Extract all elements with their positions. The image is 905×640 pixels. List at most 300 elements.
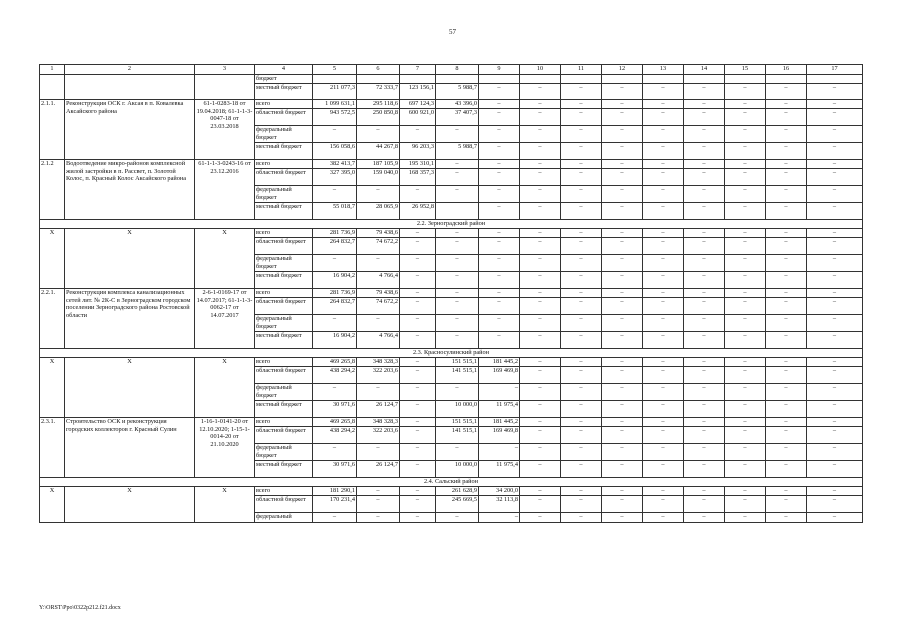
- value-cell: –: [436, 272, 479, 289]
- dash-cell: –: [643, 84, 684, 100]
- dash-cell: –: [643, 427, 684, 444]
- value-cell: –: [357, 126, 400, 143]
- dash-cell: –: [684, 255, 725, 272]
- value-cell: 74 672,2: [357, 238, 400, 255]
- dash-cell: –: [561, 444, 602, 461]
- dash-cell: –: [643, 461, 684, 478]
- x-mark: Х: [65, 487, 195, 523]
- dash-cell: –: [807, 358, 863, 367]
- cell-empty: [561, 75, 602, 84]
- item-number: 2.3.1.: [40, 418, 65, 478]
- dash-cell: –: [725, 143, 766, 160]
- value-cell: 469 265,8: [313, 358, 357, 367]
- value-cell: 348 328,3: [357, 418, 400, 427]
- value-cell: –: [357, 487, 400, 496]
- value-cell: –: [436, 298, 479, 315]
- value-cell: –: [436, 444, 479, 461]
- dash-cell: –: [766, 272, 807, 289]
- value-cell: 438 294,2: [313, 427, 357, 444]
- table-row: [40, 220, 863, 229]
- dash-cell: –: [561, 84, 602, 100]
- column-number: 15: [725, 65, 766, 75]
- budget-type: всего: [255, 160, 313, 169]
- project-name: Реконструкция комплекса канализационных сетей лит. № 2К-С в Зерноградском городском поселении Зерноградского района Ростовской области: [65, 289, 195, 349]
- value-cell: –: [400, 513, 436, 523]
- value-cell: 43 396,0: [436, 100, 479, 109]
- dash-cell: –: [479, 255, 520, 272]
- dash-cell: –: [807, 384, 863, 401]
- dash-cell: –: [561, 332, 602, 349]
- dash-cell: –: [643, 255, 684, 272]
- cell-empty: [602, 75, 643, 84]
- dash-cell: –: [643, 444, 684, 461]
- dash-cell: –: [725, 203, 766, 220]
- budget-type: областной бюджет: [255, 169, 313, 186]
- dash-cell: –: [602, 126, 643, 143]
- value-cell: –: [400, 255, 436, 272]
- dash-cell: –: [684, 418, 725, 427]
- value-cell: 245 669,5: [436, 496, 479, 513]
- column-number: 9: [479, 65, 520, 75]
- dash-cell: –: [479, 272, 520, 289]
- dash-cell: –: [520, 401, 561, 418]
- dash-cell: –: [807, 143, 863, 160]
- dash-cell: –: [766, 100, 807, 109]
- dash-cell: –: [479, 126, 520, 143]
- table-row: [40, 289, 863, 298]
- value-cell: –: [436, 126, 479, 143]
- dash-cell: –: [807, 186, 863, 203]
- dash-cell: –: [725, 367, 766, 384]
- value-cell: 600 921,0: [400, 109, 436, 126]
- dash-cell: –: [520, 238, 561, 255]
- value-cell: 4 766,4: [357, 332, 400, 349]
- budget-type: областной бюджет: [255, 109, 313, 126]
- item-number: 2.1.1.: [40, 100, 65, 160]
- cell-empty: [400, 75, 436, 84]
- column-number: 8: [436, 65, 479, 75]
- dash-cell: –: [479, 186, 520, 203]
- x-mark: Х: [40, 229, 65, 289]
- column-number: 7: [400, 65, 436, 75]
- value-cell: 4 766,4: [357, 272, 400, 289]
- value-cell: 169 469,8: [479, 367, 520, 384]
- column-number: 1: [40, 65, 65, 75]
- value-cell: 55 018,7: [313, 203, 357, 220]
- budget-type: федеральный бюджет: [255, 315, 313, 332]
- value-cell: 348 328,3: [357, 358, 400, 367]
- dash-cell: –: [725, 384, 766, 401]
- dash-cell: –: [684, 461, 725, 478]
- value-cell: –: [400, 444, 436, 461]
- value-cell: 141 515,1: [436, 367, 479, 384]
- dash-cell: –: [643, 401, 684, 418]
- value-cell: –: [400, 418, 436, 427]
- value-cell: –: [436, 255, 479, 272]
- value-cell: 32 113,8: [479, 496, 520, 513]
- dash-cell: –: [725, 109, 766, 126]
- dash-cell: –: [807, 289, 863, 298]
- dash-cell: –: [479, 238, 520, 255]
- value-cell: –: [400, 298, 436, 315]
- dash-cell: –: [561, 315, 602, 332]
- dash-cell: –: [561, 418, 602, 427]
- value-cell: 141 515,1: [436, 427, 479, 444]
- dash-cell: –: [561, 203, 602, 220]
- dash-cell: –: [520, 315, 561, 332]
- project-name: Водоотведение микро-районов комплексной жилой застройки в п. Рассвет, п. Золотой Колос, п. Красный Колос Аксайского района: [65, 160, 195, 220]
- dash-cell: –: [479, 332, 520, 349]
- dash-cell: –: [807, 126, 863, 143]
- dash-cell: –: [766, 203, 807, 220]
- value-cell: –: [436, 160, 479, 169]
- value-cell: 327 395,0: [313, 169, 357, 186]
- dash-cell: –: [520, 513, 561, 523]
- dash-cell: –: [520, 84, 561, 100]
- project-name: Реконструкция ОСК г. Аксая в п. Ковалевка Аксайского района: [65, 100, 195, 160]
- value-cell: –: [400, 332, 436, 349]
- dash-cell: –: [807, 427, 863, 444]
- dash-cell: –: [725, 289, 766, 298]
- x-mark: Х: [195, 358, 255, 418]
- value-cell: 28 065,9: [357, 203, 400, 220]
- cell-empty: [766, 75, 807, 84]
- budget-type: всего: [255, 100, 313, 109]
- dash-cell: –: [561, 513, 602, 523]
- table-row: [40, 349, 863, 358]
- page-number: 57: [449, 28, 456, 36]
- dash-cell: –: [602, 229, 643, 238]
- dash-cell: –: [479, 169, 520, 186]
- dash-cell: –: [725, 461, 766, 478]
- table-row: [40, 418, 863, 427]
- dash-cell: –: [643, 169, 684, 186]
- value-cell: 11 975,4: [479, 401, 520, 418]
- dash-cell: –: [479, 298, 520, 315]
- dash-cell: –: [479, 315, 520, 332]
- dash-cell: –: [807, 160, 863, 169]
- dash-cell: –: [602, 384, 643, 401]
- dash-cell: –: [684, 358, 725, 367]
- dash-cell: –: [479, 100, 520, 109]
- value-cell: 151 515,1: [436, 418, 479, 427]
- value-cell: 469 265,8: [313, 418, 357, 427]
- value-cell: –: [479, 444, 520, 461]
- dash-cell: –: [520, 229, 561, 238]
- dash-cell: –: [807, 272, 863, 289]
- value-cell: 5 988,7: [436, 84, 479, 100]
- dash-cell: –: [725, 255, 766, 272]
- x-mark: Х: [195, 229, 255, 289]
- dash-cell: –: [520, 358, 561, 367]
- dash-cell: –: [766, 109, 807, 126]
- value-cell: 168 357,3: [400, 169, 436, 186]
- budget-type: всего: [255, 229, 313, 238]
- dash-cell: –: [561, 186, 602, 203]
- dash-cell: –: [807, 418, 863, 427]
- value-cell: –: [313, 315, 357, 332]
- dash-cell: –: [684, 109, 725, 126]
- value-cell: 26 124,7: [357, 461, 400, 478]
- table-row: [40, 75, 863, 84]
- dash-cell: –: [643, 238, 684, 255]
- dash-cell: –: [520, 160, 561, 169]
- budget-type: местный бюджет: [255, 332, 313, 349]
- dash-cell: –: [725, 229, 766, 238]
- cell-empty: [479, 75, 520, 84]
- value-cell: 261 628,9: [436, 487, 479, 496]
- cell-empty: [436, 75, 479, 84]
- dash-cell: –: [561, 401, 602, 418]
- dash-cell: –: [602, 100, 643, 109]
- value-cell: –: [436, 229, 479, 238]
- cell-empty: [684, 75, 725, 84]
- dash-cell: –: [520, 100, 561, 109]
- value-cell: 5 988,7: [436, 143, 479, 160]
- value-cell: [436, 203, 479, 220]
- dash-cell: –: [602, 169, 643, 186]
- value-cell: –: [400, 272, 436, 289]
- dash-cell: –: [684, 169, 725, 186]
- cell-empty: [520, 75, 561, 84]
- dash-cell: –: [643, 487, 684, 496]
- dash-cell: –: [643, 229, 684, 238]
- value-cell: –: [313, 444, 357, 461]
- project-name: Строительство ОСК и реконструкция городских коллекторов г. Красный Сулин: [65, 418, 195, 478]
- value-cell: 34 200,0: [479, 487, 520, 496]
- dash-cell: –: [602, 487, 643, 496]
- dash-cell: –: [684, 315, 725, 332]
- dash-cell: –: [520, 496, 561, 513]
- dash-cell: –: [807, 100, 863, 109]
- cell-empty: [40, 75, 65, 100]
- dash-cell: –: [807, 169, 863, 186]
- dash-cell: –: [766, 186, 807, 203]
- dash-cell: –: [684, 238, 725, 255]
- budget-table: [39, 64, 863, 523]
- dash-cell: –: [561, 367, 602, 384]
- approval-doc: 61-1-1-3-0243-16 от 23.12.2016: [195, 160, 255, 220]
- budget-type: федеральный бюджет: [255, 126, 313, 143]
- dash-cell: –: [807, 401, 863, 418]
- cell-empty: [357, 75, 400, 84]
- value-cell: –: [400, 186, 436, 203]
- column-number: 14: [684, 65, 725, 75]
- dash-cell: –: [561, 126, 602, 143]
- dash-cell: –: [807, 332, 863, 349]
- dash-cell: –: [602, 496, 643, 513]
- value-cell: –: [400, 238, 436, 255]
- dash-cell: –: [520, 169, 561, 186]
- table-row: [40, 100, 863, 109]
- dash-cell: –: [602, 298, 643, 315]
- budget-type: областной бюджет: [255, 427, 313, 444]
- section-header: 2.4. Сальский район: [40, 478, 863, 487]
- dash-cell: –: [807, 109, 863, 126]
- budget-type: местный бюджет: [255, 272, 313, 289]
- dash-cell: –: [479, 229, 520, 238]
- value-cell: 295 118,6: [357, 100, 400, 109]
- dash-cell: –: [643, 298, 684, 315]
- dash-cell: –: [766, 143, 807, 160]
- dash-cell: –: [684, 298, 725, 315]
- dash-cell: –: [807, 255, 863, 272]
- dash-cell: –: [766, 332, 807, 349]
- budget-type: федеральный бюджет: [255, 255, 313, 272]
- dash-cell: –: [766, 444, 807, 461]
- value-cell: –: [436, 332, 479, 349]
- dash-cell: –: [684, 272, 725, 289]
- column-number: 2: [65, 65, 195, 75]
- dash-cell: –: [643, 100, 684, 109]
- dash-cell: –: [725, 126, 766, 143]
- dash-cell: –: [766, 255, 807, 272]
- dash-cell: –: [561, 238, 602, 255]
- x-mark: Х: [65, 358, 195, 418]
- value-cell: 10 000,0: [436, 401, 479, 418]
- dash-cell: –: [602, 418, 643, 427]
- value-cell: –: [357, 186, 400, 203]
- value-cell: 10 000,0: [436, 461, 479, 478]
- value-cell: –: [436, 315, 479, 332]
- value-cell: 181 445,2: [479, 358, 520, 367]
- approval-doc: 1-16-1-0141-20 от 12.10.2020; 1-15-1-0014-20 от 21.10.2020: [195, 418, 255, 478]
- dash-cell: –: [684, 332, 725, 349]
- section-header: 2.3. Красносулинский район: [40, 349, 863, 358]
- cell-empty: [725, 75, 766, 84]
- dash-cell: –: [725, 100, 766, 109]
- dash-cell: –: [479, 109, 520, 126]
- dash-cell: –: [684, 513, 725, 523]
- dash-cell: –: [766, 358, 807, 367]
- dash-cell: –: [725, 272, 766, 289]
- approval-doc: 2-6-1-0169-17 от 14.07.2017; 61-1-1-3-0062-17 от 14.07.2017: [195, 289, 255, 349]
- dash-cell: –: [602, 461, 643, 478]
- value-cell: –: [400, 427, 436, 444]
- value-cell: –: [400, 401, 436, 418]
- dash-cell: –: [684, 126, 725, 143]
- dash-cell: –: [520, 109, 561, 126]
- dash-cell: –: [479, 289, 520, 298]
- x-mark: Х: [65, 229, 195, 289]
- dash-cell: –: [766, 126, 807, 143]
- value-cell: –: [357, 513, 400, 523]
- column-number: 4: [255, 65, 313, 75]
- x-mark: Х: [40, 358, 65, 418]
- dash-cell: –: [602, 160, 643, 169]
- value-cell: –: [400, 358, 436, 367]
- cell-empty: [65, 75, 195, 100]
- budget-type: местный бюджет: [255, 84, 313, 100]
- dash-cell: –: [561, 272, 602, 289]
- dash-cell: –: [602, 109, 643, 126]
- dash-cell: –: [520, 289, 561, 298]
- dash-cell: –: [602, 332, 643, 349]
- dash-cell: –: [643, 418, 684, 427]
- column-number: 10: [520, 65, 561, 75]
- value-cell: 697 124,3: [400, 100, 436, 109]
- value-cell: 123 156,1: [400, 84, 436, 100]
- value-cell: 382 413,7: [313, 160, 357, 169]
- value-cell: –: [436, 513, 479, 523]
- dash-cell: –: [807, 513, 863, 523]
- dash-cell: –: [561, 487, 602, 496]
- dash-cell: –: [684, 496, 725, 513]
- value-cell: 30 971,6: [313, 401, 357, 418]
- value-cell: 322 203,6: [357, 427, 400, 444]
- dash-cell: –: [766, 427, 807, 444]
- value-cell: –: [400, 384, 436, 401]
- column-number: 17: [807, 65, 863, 75]
- dash-cell: –: [520, 126, 561, 143]
- value-cell: –: [313, 255, 357, 272]
- table-row: [40, 358, 863, 367]
- dash-cell: –: [520, 487, 561, 496]
- value-cell: 16 904,2: [313, 332, 357, 349]
- budget-type: областной бюджет: [255, 496, 313, 513]
- column-number: 16: [766, 65, 807, 75]
- value-cell: –: [357, 255, 400, 272]
- dash-cell: –: [520, 427, 561, 444]
- dash-cell: –: [807, 496, 863, 513]
- dash-cell: –: [807, 461, 863, 478]
- dash-cell: –: [766, 496, 807, 513]
- dash-cell: –: [766, 384, 807, 401]
- budget-type: местный бюджет: [255, 401, 313, 418]
- dash-cell: –: [725, 401, 766, 418]
- dash-cell: –: [520, 367, 561, 384]
- dash-cell: –: [643, 367, 684, 384]
- dash-cell: –: [602, 272, 643, 289]
- table-row: [40, 65, 863, 75]
- x-mark: Х: [40, 487, 65, 523]
- budget-type: местный бюджет: [255, 461, 313, 478]
- budget-type: областной бюджет: [255, 238, 313, 255]
- value-cell: 151 515,1: [436, 358, 479, 367]
- dash-cell: –: [807, 203, 863, 220]
- column-number: 5: [313, 65, 357, 75]
- dash-cell: –: [807, 367, 863, 384]
- dash-cell: –: [725, 84, 766, 100]
- dash-cell: –: [561, 160, 602, 169]
- dash-cell: –: [684, 143, 725, 160]
- dash-cell: –: [643, 272, 684, 289]
- column-number: 3: [195, 65, 255, 75]
- value-cell: 181 445,2: [479, 418, 520, 427]
- dash-cell: –: [725, 496, 766, 513]
- value-cell: 159 040,0: [357, 169, 400, 186]
- budget-type: бюджет: [255, 75, 313, 84]
- value-cell: –: [313, 126, 357, 143]
- dash-cell: –: [766, 298, 807, 315]
- dash-cell: –: [520, 272, 561, 289]
- column-number: 12: [602, 65, 643, 75]
- dash-cell: –: [807, 315, 863, 332]
- dash-cell: –: [520, 255, 561, 272]
- dash-cell: –: [684, 160, 725, 169]
- dash-cell: –: [602, 513, 643, 523]
- value-cell: 16 904,2: [313, 272, 357, 289]
- dash-cell: –: [643, 160, 684, 169]
- budget-type: всего: [255, 289, 313, 298]
- value-cell: –: [400, 315, 436, 332]
- value-cell: 264 832,7: [313, 298, 357, 315]
- dash-cell: –: [766, 513, 807, 523]
- dash-cell: –: [520, 186, 561, 203]
- dash-cell: –: [561, 143, 602, 160]
- dash-cell: –: [602, 444, 643, 461]
- dash-cell: –: [807, 444, 863, 461]
